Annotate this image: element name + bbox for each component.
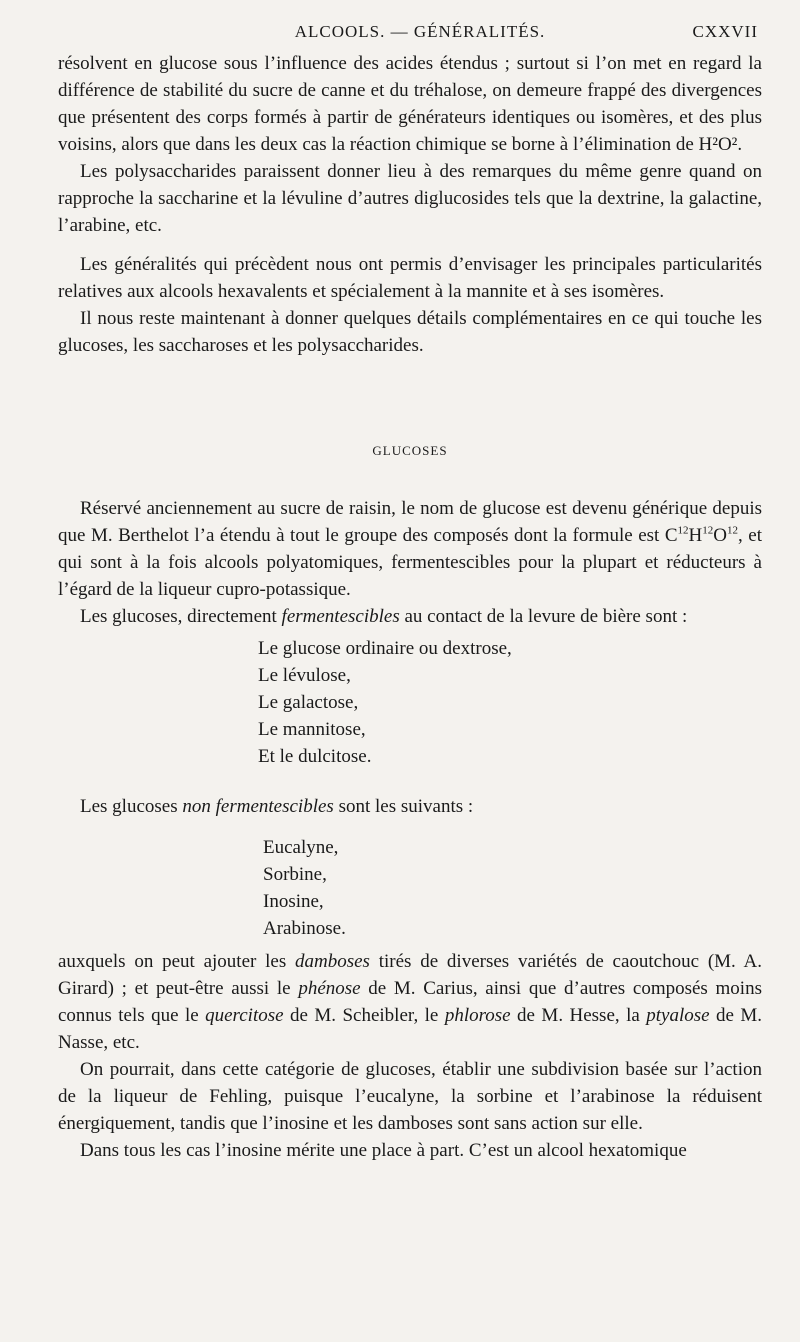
paragraph-additional-glucoses: auxquels on peut ajouter les damboses tirés de diverses variétés de caoutchouc (M. A. Girard) ; et peut-être aussi le phénose de M. Carius, ainsi que d’autres composés moins connus tels que le quercitose de M. Scheibler, le phlorose de M. Hesse, la ptyalose de M. Nasse, etc. bbox=[58, 951, 763, 1053]
list-item: Eucalyne, bbox=[263, 837, 339, 858]
list-item: Sorbine, bbox=[263, 864, 327, 885]
paragraph-continuation: résolvent en glucose sous l’influence des acides étendus ; surtout si l’on met en regard la différence de stabilité du sucre de canne et du tréhalose, on demeure frappé des divergences que présentent des corps formés à partir de générateurs identiques ou isomères, et des plus voisins, alors que dans les deux cas la réaction chimique se borne à l’élimination de H²O². bbox=[58, 53, 762, 155]
paragraph-fermentescibles: Les glucoses, directement fermentescibles au contact de la levure de bière sont : bbox=[80, 606, 688, 627]
page-number: CXXVII bbox=[692, 22, 758, 41]
chemical-formula: $C^{12}H^{12}O^{12}$ bbox=[664, 524, 738, 546]
paragraph-reste: Il nous reste maintenant à donner quelques détails complémentaires en ce qui touche les glucoses, les saccharoses et les polysaccharides. bbox=[58, 308, 762, 356]
list-item: Le mannitose, bbox=[258, 719, 366, 740]
non-fermentescible-list bbox=[58, 834, 762, 942]
fermentescible-list bbox=[58, 635, 762, 770]
paragraph-inosine: Dans tous les cas l’inosine mérite une place à part. C’est un alcool hexatomique bbox=[80, 1140, 687, 1161]
running-title: ALCOOLS. — GÉNÉRALITÉS. bbox=[294, 22, 546, 41]
list-item: Inosine, bbox=[263, 891, 324, 912]
list-item: Le lévulose, bbox=[258, 665, 351, 686]
paragraph-fehling: On pourrait, dans cette catégorie de glucoses, établir une subdivision basée sur l’action de la liqueur de Fehling, puisque l’eucalyne, la sorbine et l’arabinose la réduisent énergiquement, tandis que l’inosine et les damboses sont sans action sur elle. bbox=[58, 1059, 762, 1134]
paragraph-generalites: Les généralités qui précèdent nous ont permis d’envisager les principales particularités relatives aux alcools hexavalents et spécialement à la mannite et à ses isomères. bbox=[58, 254, 762, 302]
paragraph-non-fermentescibles: Les glucoses non fermentescibles sont les suivants : bbox=[80, 796, 474, 817]
section-heading: GLUCOSES bbox=[372, 443, 448, 458]
list-item: Arabinose. bbox=[263, 918, 346, 939]
running-header bbox=[58, 0, 762, 50]
paragraph-glucose-definition: Réservé anciennement au sucre de raisin, le nom de glucose est devenu générique depuis que M. Berthelot l’a étendu à tout le groupe des composés dont la formule est $C^{12}H^{12}O^{12}$, et qui sont à la fois alcools polyatomiques, fermentescibles pour la plupart et réducteurs à l’égard de la liqueur cupro-potassique. bbox=[58, 498, 762, 600]
list-item: Le glucose ordinaire ou dextrose, bbox=[258, 638, 512, 659]
paragraph-polysaccharides: Les polysaccharides paraissent donner lieu à des remarques du même genre quand on rapproche la saccharine et la lévuline d’autres diglucosides tels que la dextrine, la galactine, l’arabine, etc. bbox=[58, 161, 762, 236]
list-item: Le galactose, bbox=[258, 692, 359, 713]
list-item: Et le dulcitose. bbox=[258, 746, 372, 767]
